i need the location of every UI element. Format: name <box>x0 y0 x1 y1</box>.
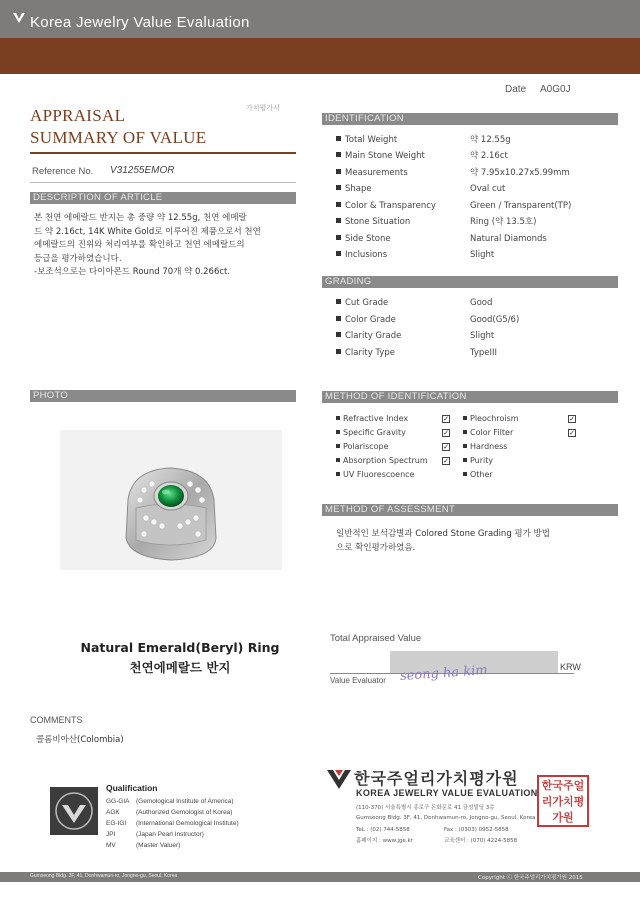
qualification-code: AGK <box>106 809 120 816</box>
bullet-icon <box>336 416 340 420</box>
method-item: Specific Gravity <box>336 427 406 439</box>
grading-value: Slight <box>470 331 495 341</box>
method-item: Absorption Spectrum <box>336 455 428 467</box>
checkbox-checked-icon: ✓ <box>443 457 449 465</box>
bullet-icon <box>463 472 467 476</box>
checkbox-checked-icon: ✓ <box>569 429 575 437</box>
header-accent-bar <box>0 38 640 74</box>
grading-row: Color Grade <box>336 313 396 327</box>
qualification-desc: (International Gemological Institute) <box>136 820 239 827</box>
identification-row: Main Stone Weight <box>336 149 425 163</box>
comments-text: 콜롬비아산(Colombia) <box>36 735 124 745</box>
evaluator-signature: seong ha kim <box>399 662 489 685</box>
identification-row: Color & Transparency <box>336 199 436 213</box>
checkbox-checked-icon: ✓ <box>443 443 449 451</box>
bullet-icon <box>463 444 467 448</box>
identification-value: Ring (약 13.5호) <box>470 217 537 227</box>
method-item: UV Fluorescoence <box>336 469 414 481</box>
checkbox-checked-icon: ✓ <box>443 429 449 437</box>
description-line: 에메랄드의 진위와 처리여부를 확인하고 천연 에메랄드의 <box>34 240 245 250</box>
method-item: Pleochroism <box>463 413 519 425</box>
appraisal-subtitle: 가치평가서 <box>246 104 280 112</box>
date-label: Date <box>505 84 527 95</box>
bullet-icon <box>336 136 341 141</box>
method-item: Purity <box>463 455 493 467</box>
bullet-icon <box>463 430 467 434</box>
bullet-icon <box>336 349 341 354</box>
checkbox-checked-icon: ✓ <box>569 415 575 423</box>
identification-value: Natural Diamonds <box>470 234 547 244</box>
bullet-icon <box>336 444 340 448</box>
bullet-icon <box>336 218 341 223</box>
identification-value: Green / Transparent(TP) <box>470 201 572 211</box>
identification-row: Inclusions <box>336 248 387 262</box>
reference-value: V31255EMOR <box>110 165 175 176</box>
qualification-desc: (Authorized Gemologist of Korea) <box>136 809 233 816</box>
company-logo-icon <box>326 768 352 790</box>
description-header: DESCRIPTION OF ARTICLE <box>30 192 296 204</box>
date-value: A0G0J <box>540 84 571 95</box>
identification-row: Side Stone <box>336 232 391 246</box>
description-line: 등급을 평가하였습니다. <box>34 253 122 264</box>
value-evaluator-label: Value Evaluator <box>330 676 386 685</box>
bullet-icon <box>336 299 341 304</box>
company-education: 교육센터 : (070) 4224-5858 <box>444 838 518 844</box>
ring-image-icon <box>60 430 282 570</box>
description-line: 드 약 2.16ct, 14K White Gold로 이루어진 제품으로서 천연 <box>34 226 261 237</box>
company-tel: TeL : (02) 744-5858 <box>356 827 410 833</box>
qualification-code: MV <box>106 842 116 849</box>
bullet-icon <box>336 430 340 434</box>
ring-photo <box>60 430 282 570</box>
identification-value: 약 2.16ct <box>470 151 508 161</box>
qualification-code: EG-IGI <box>106 820 127 827</box>
assessment-text: 일반적인 보석감별과 Colored Stone Grading 평가 방법 으로 확인평가하였음. <box>336 529 550 553</box>
comments-label: COMMENTS <box>30 715 83 725</box>
identification-row: Total Weight <box>336 133 397 147</box>
grading-value: Good <box>470 298 493 308</box>
bullet-icon <box>336 202 341 207</box>
item-name-ko: 천연에메랄드 반지 <box>129 660 231 675</box>
qualification-code: GG-GIA <box>106 798 130 805</box>
grading-row: Clarity Type <box>336 346 395 360</box>
method-assessment-header: METHOD OF ASSESSMENT <box>322 504 618 516</box>
qualification-desc: (Japan Pearl Instructor) <box>136 831 204 838</box>
footer-address: Gumseong Bldg. 3F, 41, Donhwamun-ro, Jongno-gu, Seoul, Korea <box>30 873 178 879</box>
qualification-badge-icon <box>50 787 98 835</box>
bullet-icon <box>336 332 341 337</box>
photo-header: PHOTO <box>30 390 296 402</box>
item-name-en: Natural Emerald(Beryl) Ring <box>80 640 280 655</box>
bullet-icon <box>336 152 341 157</box>
identification-value: 약 7.95x10.27x5.99mm <box>470 168 570 178</box>
bullet-icon <box>463 416 467 420</box>
appraisal-title-line1: APPRAISAL <box>30 106 126 125</box>
company-address-en: Gumseong Bldg. 3F, 41, Donhwamun-ro, Jongno-gu, Seoul, Korea <box>356 815 536 821</box>
identification-value: 약 12.55g <box>470 135 511 145</box>
company-name-en: KOREA JEWELRY VALUE EVALUATION <box>356 788 538 798</box>
description-line: 본 천연 에메랄드 반지는 총 중량 약 12.55g, 천연 에메랄 <box>34 213 247 223</box>
header-bar <box>0 0 640 38</box>
identification-row: Measurements <box>336 166 408 180</box>
method-item: Refractive Index <box>336 413 408 425</box>
title-divider <box>30 152 296 154</box>
header-title: Korea Jewelry Value Evaluation <box>30 14 250 31</box>
grading-header: GRADING <box>322 276 618 288</box>
method-item: Hardness <box>463 441 507 453</box>
bullet-icon <box>336 169 341 174</box>
footer-copyright: Copyright ⓒ 한국주얼리가치평가원 2015 <box>478 875 583 881</box>
company-logo-icon <box>12 11 26 25</box>
appraisal-title-line2: SUMMARY OF VALUE <box>30 128 207 147</box>
bullet-icon <box>336 472 340 476</box>
company-seal-stamp: 한국주얼리가치평가원 <box>537 775 589 827</box>
bullet-icon <box>463 458 467 462</box>
qualification-code: JPI <box>106 831 116 838</box>
reference-label: Reference No. <box>32 166 94 177</box>
company-address-ko: (110-370) 서울특별시 종로구 돈화문로 41 금성빌딩 3층 <box>356 805 495 811</box>
bullet-icon <box>336 458 340 462</box>
qualification-desc: (Master Valuer) <box>136 842 181 849</box>
total-appraised-value-label: Total Appraised Value <box>330 633 422 644</box>
company-fax: Fax : (0303) 0952-5858 <box>444 827 509 833</box>
identification-value: Oval cut <box>470 184 506 194</box>
identification-row: Stone Situation <box>336 215 410 229</box>
grading-value: TypeIII <box>470 348 498 358</box>
bullet-icon <box>336 185 341 190</box>
checkbox-checked-icon: ✓ <box>443 415 449 423</box>
qualification-desc: (Gemological Institute of America) <box>136 798 234 805</box>
method-item: Color Filter <box>463 427 513 439</box>
bullet-icon <box>336 235 341 240</box>
company-homepage: 홈페이지 : www.jge.kr <box>356 838 413 844</box>
identification-value: Slight <box>470 250 495 260</box>
currency-label: KRW <box>560 662 581 672</box>
method-item: Polariscope <box>336 441 389 453</box>
identification-header: IDENTIFICATION <box>322 113 618 125</box>
method-identification-header: METHOD OF IDENTIFICATION <box>322 391 618 403</box>
description-line: -보조석으로는 다이아몬드 Round 70개 약 0.266ct. <box>34 267 231 277</box>
grading-row: Cut Grade <box>336 296 388 310</box>
bullet-icon <box>336 316 341 321</box>
grading-value: Good(G5/6) <box>470 315 520 325</box>
qualification-title: Qualification <box>106 783 158 793</box>
reference-divider <box>30 182 296 183</box>
company-name-ko: 한국주얼리가치평가원 <box>354 769 519 788</box>
identification-row: Shape <box>336 182 372 196</box>
description-text <box>34 212 296 280</box>
grading-row: Clarity Grade <box>336 329 401 343</box>
bullet-icon <box>336 251 341 256</box>
method-item: Other <box>463 469 493 481</box>
